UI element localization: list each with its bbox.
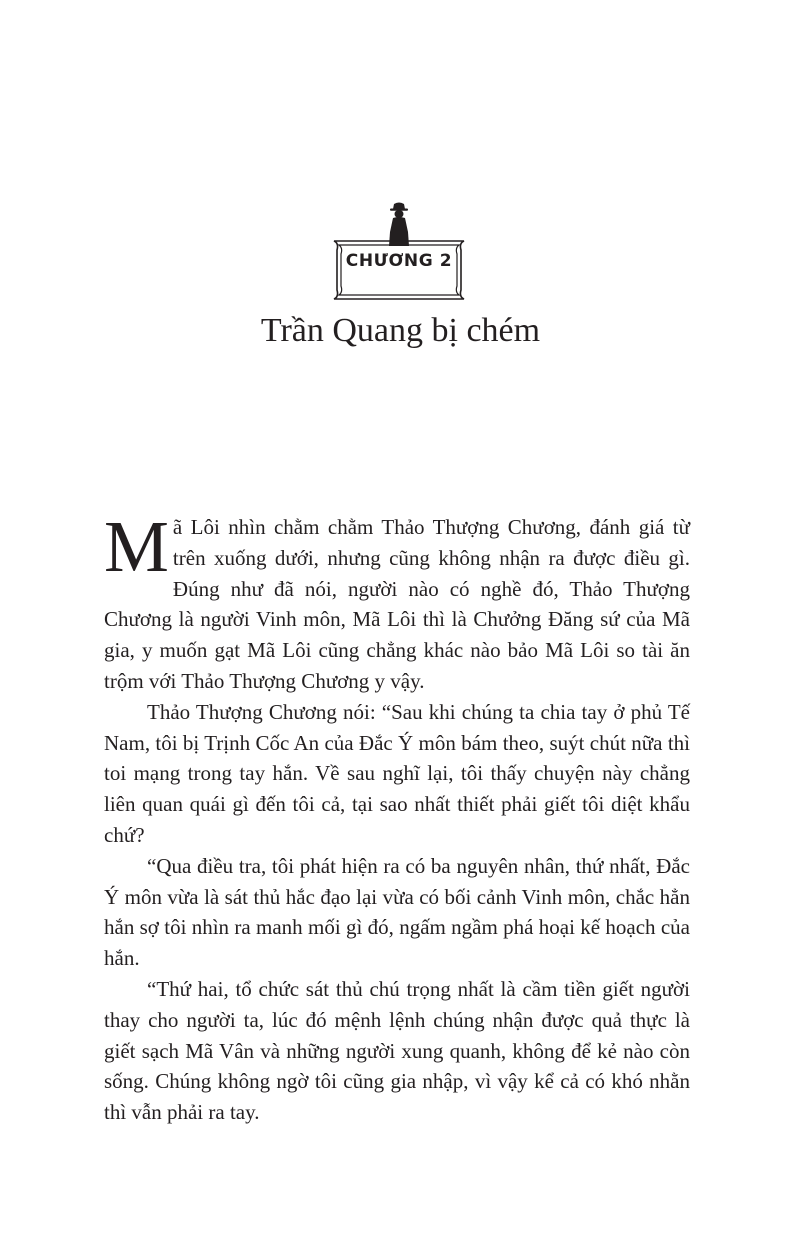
chapter-number: CHƯƠNG 2 [345,251,453,271]
paragraph-4: “Thứ hai, tổ chức sát thủ chú trọng nhất là cầm tiền giết người thay cho người ta, lúc đó mệnh lệnh chúng nhận được quả thực là giết sạch Mã Vân và những người xung quanh, không để kẻ nào còn sống. Chúng không ngờ tôi cũng gia nhập, vì vậy kể cả có khó nhằn thì vẫn phải ra tay. [104,976,690,1125]
chapter-title: Trần Quang bị chém [260,312,541,349]
chapter-body [104,506,690,1128]
paragraph-3: “Qua điều tra, tôi phát hiện ra có ba nguyên nhân, thứ nhất, Đắc Ý môn vừa là sát thủ hắc đạo lại vừa có bối cảnh Vinh môn, chắc hẳn hắn sợ tôi nhìn ra manh mối gì đó, ngấm ngầm phá hoại kế hoạch của hắn. [104,853,690,971]
paragraph-1 [104,506,690,697]
paragraph-1-text: ã Lôi nhìn chằm chằm Thảo Thượng Chương, đánh giá từ trên xuống dưới, nhưng cũng không nhận ra được điều gì. Đúng như đã nói, người nào có nghề đó, Thảo Thượng Chương là người Vinh môn, Mã Lôi thì là Chưởng Đăng sứ của Mã gia, y muốn gạt Mã Lôi cũng chẳng khác nào bảo Mã Lôi so tài ăn trộm với Thảo Thượng Chương y vậy. [104,515,690,693]
drop-cap: M [104,506,169,587]
chapter-header [0,198,801,308]
paragraph-2: Thảo Thượng Chương nói: “Sau khi chúng ta chia tay ở phủ Tế Nam, tôi bị Trịnh Cốc An của Đắc Ý môn bám theo, suýt chút nữa thì toi mạng trong tay hắn. Về sau nghĩ lại, tôi thấy chuyện này chẳng liên quan quái gì đến tôi cả, tại sao nhất thiết phải giết tôi diệt khẩu chứ? [104,699,690,847]
